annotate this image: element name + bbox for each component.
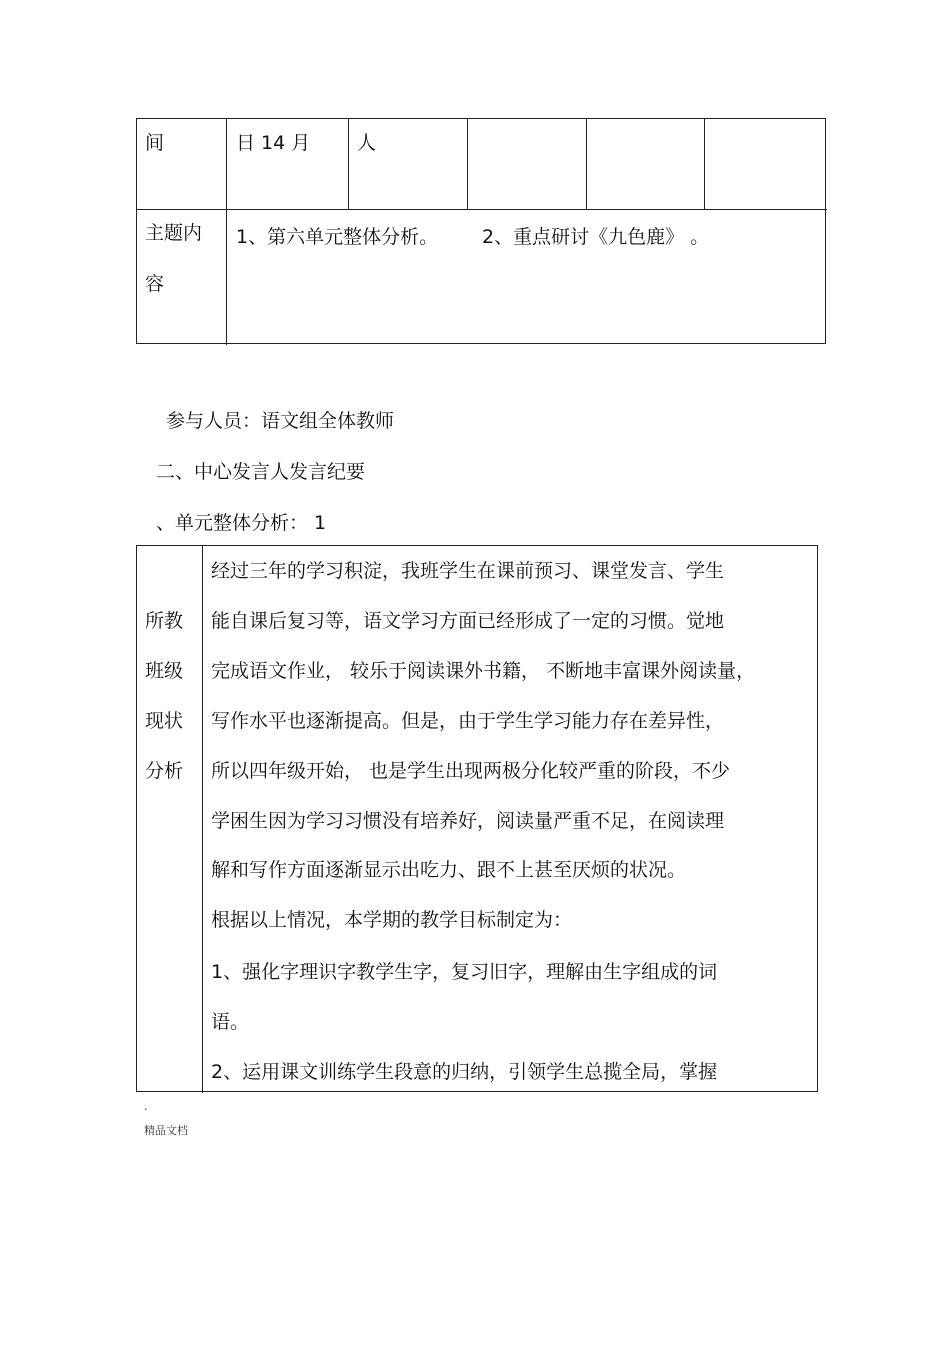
- col-divider: [348, 119, 349, 209]
- topic-label-line2: 容: [145, 273, 165, 295]
- analysis-line: 解和写作方面逐渐显示出吃力、跟不上甚至厌烦的状况。: [211, 859, 687, 881]
- col-divider: [467, 119, 468, 209]
- col-divider: [202, 546, 203, 1093]
- analysis-line: 根据以上情况，本学期的教学目标制定为：: [211, 909, 573, 931]
- topic-content-1: 1、第六单元整体分析。: [236, 226, 439, 248]
- col-divider: [704, 119, 705, 209]
- cell-time-label: 间: [145, 132, 165, 154]
- analysis-line: 经过三年的学习积淀，我班学生在课前预习、课堂发言、学生: [211, 560, 725, 582]
- analysis-line: 语。: [211, 1011, 250, 1033]
- cell-person-label: 人: [357, 132, 377, 154]
- footer-dot: .: [144, 1100, 148, 1113]
- analysis-line: 1、强化字理识字教学生字，复习旧字，理解由生字组成的词: [211, 961, 718, 983]
- analysis-line: 写作水平也逐渐提高。但是，由于学生学习能力存在差异性，: [211, 710, 725, 732]
- cell-date: 日 14 月: [236, 132, 311, 154]
- row-divider: [137, 209, 827, 210]
- analysis-line: 2、运用课文训练学生段意的归纳，引领学生总揽全局，掌握: [211, 1061, 718, 1083]
- side-label-3: 现状: [145, 710, 184, 732]
- analysis-line: 所以四年级开始， 也是学生出现两极分化较严重的阶段，不少: [211, 760, 731, 782]
- analysis-line: 完成语文作业， 较乐于阅读课外书籍， 不断地丰富课外阅读量，: [211, 660, 756, 682]
- side-label-1: 所教: [145, 610, 184, 632]
- col-divider: [586, 119, 587, 209]
- col-divider: [226, 119, 227, 345]
- side-label-4: 分析: [145, 760, 184, 782]
- topic-content-2: 2、重点研讨《九色鹿》 。: [482, 226, 710, 248]
- footer-label: 精品文档: [144, 1124, 188, 1137]
- analysis-table: [136, 545, 818, 1092]
- analysis-line: 学困生因为学习习惯没有培养好，阅读量严重不足，在阅读理: [211, 810, 725, 832]
- side-label-2: 班级: [145, 660, 184, 682]
- participants-line: 参与人员：语文组全体教师: [166, 410, 395, 432]
- section-heading: 二、中心发言人发言纪要: [156, 461, 366, 483]
- subsection-heading: 、单元整体分析： 1: [156, 512, 327, 534]
- topic-label-line1: 主题内: [145, 222, 203, 244]
- schedule-table: [136, 118, 826, 344]
- analysis-line: 能自课后复习等，语文学习方面已经形成了一定的习惯。觉地: [211, 610, 725, 632]
